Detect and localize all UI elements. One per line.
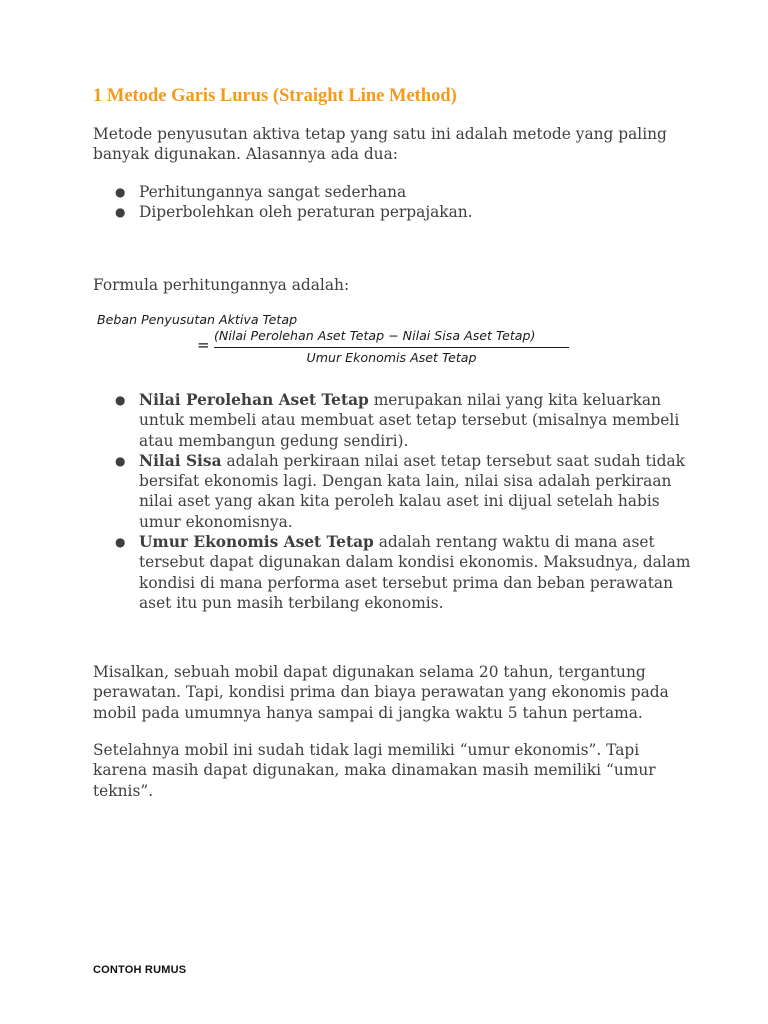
bullet-icon: ●: [115, 185, 126, 199]
definition-text: merupakan nilai yang kita keluarkan untuk membeli atau membuat aset tetap tersebut (misalnya membeli atau membangun gedung sendiri).: [139, 391, 680, 450]
definition-term: Nilai Sisa: [139, 451, 222, 470]
bullet-icon: ●: [115, 393, 126, 407]
conclusion-paragraph: Setelahnya mobil ini sudah tidak lagi memiliki “umur ekonomis”. Tapi karena masih dapat digunakan, maka dinamakan masih memiliki “umur teknis”.: [93, 741, 656, 800]
fraction-bar: [214, 347, 569, 348]
intro-paragraph: Metode penyusutan aktiva tetap yang satu ini adalah metode yang paling banyak digunakan. Alasannya ada dua:: [93, 125, 667, 164]
list-item: [93, 451, 693, 532]
formula-equals: =: [197, 336, 210, 354]
list-item: [93, 390, 693, 451]
bullet-icon: ●: [115, 205, 126, 220]
definition-term: Umur Ekonomis Aset Tetap: [139, 533, 374, 552]
definition-text: adalah perkiraan nilai aset tetap tersebut saat sudah tidak bersifat ekonomis lagi. Dengan kata lain, nilai sisa adalah perkiraan nilai aset yang akan kita peroleh kalau aset ini dijual setelah habis umur ekonomisnya.: [139, 451, 685, 531]
formula-denominator: Umur Ekonomis Aset Tetap: [306, 350, 477, 365]
footer-label: CONTOH RUMUS: [93, 964, 187, 976]
bullet-icon: ●: [115, 453, 126, 468]
list-item: ● Diperbolehkan oleh peraturan perpajakan.: [115, 203, 473, 222]
definitions-list: [93, 390, 693, 613]
definition-text: adalah rentang waktu di mana aset tersebut dapat digunakan dalam kondisi ekonomis. Maksudnya, dalam kondisi di mana performa aset tersebut prima dan beban perawatan aset itu pun masih terbilang ekonomis.: [139, 533, 691, 612]
formula-numerator: (Nilai Perolehan Aset Tetap − Nilai Sisa Aset Tetap): [214, 328, 536, 343]
list-item: ● Perhitungannya sangat sederhana: [115, 183, 407, 201]
bullet-icon: ●: [115, 535, 126, 550]
formula-intro: Formula perhitungannya adalah:: [93, 276, 350, 294]
example-paragraph: Misalkan, sebuah mobil dapat digunakan selama 20 tahun, tergantung perawatan. Tapi, kondisi prima dan biaya perawatan yang ekonomis pada mobil pada umumnya hanya sampai di jangka waktu 5 tahun pertama.: [93, 663, 669, 722]
section-heading: 1 Metode Garis Lurus (Straight Line Method): [93, 86, 457, 106]
definition-term: Nilai Perolehan Aset Tetap: [139, 391, 369, 409]
formula-lhs: Beban Penyusutan Aktiva Tetap: [97, 312, 298, 327]
reasons-list: [93, 182, 693, 223]
list-item: [93, 532, 693, 613]
depreciation-formula: [97, 310, 577, 370]
